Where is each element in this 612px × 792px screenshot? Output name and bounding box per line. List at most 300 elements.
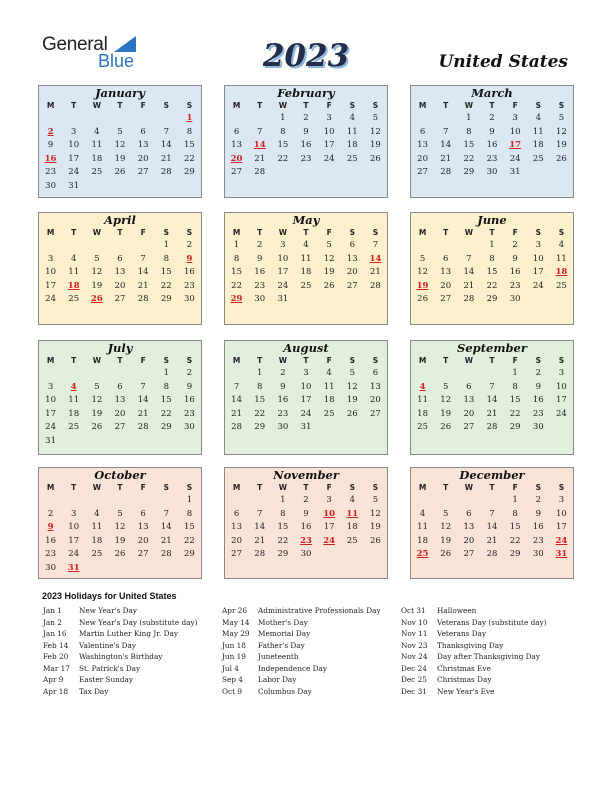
day-cell: 21 [160, 535, 172, 546]
weekday-label: S [372, 101, 379, 110]
weekday-label: T [443, 101, 449, 110]
day-cell: 2 [303, 113, 309, 123]
weekday-label: S [186, 483, 193, 492]
day-cell: 2 [186, 368, 193, 378]
week-row [39, 253, 201, 267]
month-title: November [273, 468, 339, 482]
day-cell: 22 [184, 535, 195, 546]
weekday-label: T [303, 101, 309, 110]
empty-day-cell [364, 421, 387, 435]
day-cell: 23 [300, 535, 312, 546]
day-cell: 14 [231, 395, 242, 406]
empty-day-cell [85, 112, 108, 126]
day-cell: 19 [416, 280, 429, 291]
weekday-label: M [418, 101, 427, 110]
month-title: June [477, 213, 507, 227]
day-cell: 24 [323, 535, 336, 546]
day-cell: 14 [463, 267, 475, 278]
holidays-column [43, 605, 198, 697]
day-cell: 18 [67, 280, 80, 291]
day-cell: 27 [440, 294, 452, 305]
month-title: August [283, 341, 329, 355]
weekday-label: S [186, 356, 193, 365]
weekday-label: F [512, 101, 518, 110]
empty-day-cell [39, 112, 62, 126]
weekday-header [225, 227, 387, 239]
day-cell: 14 [369, 253, 382, 264]
day-cell: 11 [556, 253, 567, 264]
weekday-header [39, 355, 201, 367]
empty-day-cell [132, 562, 155, 576]
holidays-column [222, 605, 381, 697]
empty-day-cell [155, 562, 178, 576]
day-cell: 30 [300, 549, 312, 560]
week-row [39, 293, 201, 307]
weekday-label: W [92, 483, 101, 492]
day-cell: 6 [233, 508, 240, 519]
empty-day-cell [62, 239, 85, 253]
day-cell: 21 [463, 280, 475, 291]
weekday-label: T [117, 356, 123, 365]
day-cell: 2 [512, 240, 518, 250]
day-cell: 29 [160, 422, 172, 433]
weekday-label: F [326, 483, 332, 492]
day-cell: 4 [70, 381, 77, 392]
day-cell: 27 [137, 167, 149, 178]
day-cell: 17 [45, 280, 56, 291]
day-cell: 10 [323, 508, 336, 519]
day-cell: 5 [117, 508, 123, 519]
holiday-date: Dec 31 [401, 686, 427, 696]
day-cell: 7 [257, 508, 263, 519]
day-cell: 29 [254, 422, 266, 433]
holiday-date: Oct 9 [222, 686, 242, 696]
day-cell: 25 [416, 549, 429, 560]
week-row [39, 494, 201, 508]
day-cell: 24 [556, 408, 567, 419]
day-cell: 12 [440, 395, 452, 406]
day-cell: 11 [346, 126, 358, 137]
holiday-date: Nov 23 [401, 640, 428, 650]
day-cell: 30 [184, 422, 195, 433]
day-cell: 2 [280, 368, 286, 378]
day-cell: 3 [280, 240, 286, 250]
day-cell: 28 [137, 422, 149, 433]
weekday-label: T [443, 228, 449, 237]
holiday-name: Halloween [437, 606, 477, 615]
day-cell: 16 [184, 267, 195, 278]
day-cell: 18 [417, 408, 428, 419]
weekday-label: S [535, 483, 541, 492]
weekday-label: T [257, 356, 263, 365]
holiday-row [401, 674, 547, 686]
day-cell: 2 [186, 240, 193, 250]
empty-day-cell [411, 112, 434, 126]
day-cell: 14 [440, 140, 452, 151]
empty-day-cell [434, 494, 457, 508]
day-cell: 9 [186, 253, 193, 264]
day-cell: 15 [509, 395, 521, 406]
holiday-name: Christmas Day [437, 675, 492, 684]
empty-day-cell [225, 494, 248, 508]
day-cell: 21 [486, 535, 498, 546]
day-cell: 16 [300, 522, 312, 533]
day-cell: 10 [45, 395, 56, 406]
day-cell: 14 [486, 522, 498, 533]
day-cell: 9 [280, 381, 286, 392]
weekday-label: M [46, 101, 55, 110]
weekday-label: W [464, 356, 473, 365]
day-cell: 14 [160, 140, 172, 151]
day-cell: 16 [532, 395, 544, 406]
weekday-label: M [418, 228, 427, 237]
empty-day-cell [248, 112, 271, 126]
empty-day-cell [364, 166, 387, 180]
holiday-name: Veterans Day [437, 629, 487, 638]
week-row [39, 408, 201, 422]
week-row [411, 535, 573, 549]
day-cell: 1 [233, 240, 240, 250]
day-cell: 21 [231, 408, 242, 419]
holiday-name: Veterans Day (substitute day) [437, 617, 547, 627]
weekday-label: S [558, 483, 565, 492]
day-cell: 5 [443, 508, 449, 519]
day-cell: 17 [532, 267, 544, 278]
day-cell: 3 [71, 508, 77, 519]
day-cell: 6 [466, 508, 472, 519]
day-cell: 12 [370, 126, 381, 137]
day-cell: 25 [346, 535, 358, 546]
day-cell: 25 [323, 408, 335, 419]
day-cell: 9 [512, 253, 518, 264]
year-title: 2023 [262, 38, 350, 74]
day-cell: 4 [535, 113, 541, 123]
day-cell: 19 [370, 140, 381, 151]
weekday-header [411, 482, 573, 494]
day-cell: 19 [440, 535, 452, 546]
holiday-date: Feb 14 [43, 640, 69, 650]
day-cell: 13 [114, 267, 126, 278]
empty-day-cell [108, 367, 131, 381]
empty-day-cell [108, 239, 131, 253]
day-cell: 18 [91, 535, 103, 546]
day-cell: 27 [231, 549, 242, 560]
day-cell: 19 [346, 395, 358, 406]
day-cell: 23 [184, 408, 195, 419]
empty-day-cell [178, 562, 201, 576]
day-cell: 17 [68, 535, 80, 546]
month-december [410, 467, 574, 579]
day-cell: 6 [117, 253, 123, 264]
day-cell: 31 [67, 562, 80, 573]
holiday-row [401, 617, 547, 629]
empty-day-cell [132, 180, 155, 194]
day-cell: 21 [254, 153, 266, 164]
holiday-name: Day after Thanksgiving Day [437, 652, 541, 661]
day-cell: 8 [280, 126, 286, 137]
day-cell: 20 [137, 153, 149, 164]
day-cell: 12 [556, 126, 567, 137]
holiday-name: Memorial Day [258, 629, 311, 638]
day-cell: 31 [509, 167, 521, 178]
day-cell: 27 [463, 422, 475, 433]
day-cell: 19 [114, 535, 126, 546]
day-cell: 8 [512, 381, 518, 392]
day-cell: 26 [114, 167, 126, 178]
day-cell: 4 [349, 495, 355, 505]
weekday-label: M [232, 101, 241, 110]
day-cell: 2 [535, 368, 541, 378]
day-cell: 24 [68, 549, 80, 560]
weekday-label: W [464, 228, 473, 237]
week-row [411, 266, 573, 280]
empty-day-cell [318, 166, 341, 180]
weekday-label: S [535, 356, 541, 365]
day-cell: 4 [349, 113, 355, 123]
day-cell: 26 [323, 280, 335, 291]
holiday-date: Apr 18 [43, 686, 69, 696]
day-cell: 8 [257, 381, 263, 392]
holiday-name: Easter Sunday [79, 675, 134, 684]
week-row [39, 435, 201, 449]
weekday-label: T [117, 101, 123, 110]
empty-day-cell [341, 166, 364, 180]
day-cell: 17 [556, 395, 567, 406]
week-row [39, 153, 201, 167]
week-row [39, 112, 201, 126]
day-cell: 2 [257, 240, 263, 250]
day-cell: 13 [114, 395, 126, 406]
day-cell: 3 [535, 240, 541, 250]
holiday-name: New Year's Day (substitute day) [79, 617, 198, 627]
empty-day-cell [155, 112, 178, 126]
day-cell: 28 [440, 167, 452, 178]
day-cell: 4 [419, 381, 426, 392]
day-cell: 3 [47, 381, 54, 392]
day-cell: 30 [45, 562, 56, 573]
day-cell: 17 [556, 522, 567, 533]
week-row [225, 280, 387, 294]
week-row [225, 394, 387, 408]
holiday-row [43, 663, 198, 675]
day-cell: 20 [114, 408, 126, 419]
day-cell: 8 [489, 253, 495, 264]
empty-day-cell [434, 239, 457, 253]
day-cell: 18 [91, 153, 103, 164]
empty-day-cell [85, 367, 108, 381]
week-row [411, 166, 573, 180]
holiday-name: Valentine's Day [79, 640, 136, 650]
day-cell: 18 [300, 267, 312, 278]
day-cell: 26 [91, 422, 103, 433]
day-cell: 18 [346, 522, 358, 533]
day-cell: 13 [440, 267, 452, 278]
weekday-label: S [558, 228, 565, 237]
day-cell: 19 [556, 140, 567, 151]
day-cell: 11 [417, 395, 428, 406]
day-cell: 23 [184, 280, 195, 291]
empty-day-cell [411, 367, 434, 381]
day-cell: 5 [94, 253, 100, 264]
week-row [225, 139, 387, 153]
day-cell: 21 [370, 267, 381, 278]
day-cell: 25 [68, 422, 80, 433]
weekday-label: M [232, 356, 241, 365]
day-cell: 29 [277, 549, 289, 560]
weekday-label: F [140, 101, 146, 110]
day-cell: 6 [233, 126, 240, 137]
day-cell: 5 [558, 113, 565, 123]
weekday-label: S [372, 483, 379, 492]
day-cell: 7 [489, 508, 495, 519]
weekday-label: M [418, 483, 427, 492]
day-cell: 29 [463, 167, 475, 178]
weekday-header [39, 482, 201, 494]
empty-day-cell [62, 435, 85, 449]
weekday-label: M [418, 356, 427, 365]
weekday-label: W [92, 101, 101, 110]
weekday-label: T [71, 356, 77, 365]
day-cell: 25 [91, 167, 103, 178]
weekday-label: S [163, 228, 169, 237]
day-cell: 2 [47, 508, 54, 519]
day-cell: 19 [91, 280, 103, 291]
empty-day-cell [85, 180, 108, 194]
day-cell: 25 [300, 280, 312, 291]
weekday-label: S [163, 483, 169, 492]
empty-day-cell [434, 112, 457, 126]
day-cell: 20 [463, 408, 475, 419]
day-cell: 23 [509, 280, 521, 291]
week-row [39, 139, 201, 153]
day-cell: 1 [512, 368, 518, 378]
weekday-header [225, 100, 387, 112]
day-cell: 16 [486, 140, 498, 151]
day-cell: 11 [68, 267, 80, 278]
day-cell: 3 [558, 495, 565, 505]
weekday-label: W [278, 101, 287, 110]
week-row [39, 381, 201, 395]
week-row [225, 253, 387, 267]
weekday-header [411, 100, 573, 112]
holiday-date: Nov 24 [401, 652, 428, 661]
day-cell: 17 [300, 395, 312, 406]
holiday-date: Oct 31 [401, 606, 426, 615]
day-cell: 9 [303, 126, 309, 137]
day-cell: 4 [419, 508, 426, 519]
holiday-row [222, 640, 381, 652]
empty-day-cell [178, 180, 201, 194]
holiday-date: Jan 1 [43, 606, 62, 615]
month-title: December [459, 468, 525, 482]
empty-day-cell [318, 293, 341, 307]
holiday-date: May 29 [222, 629, 250, 638]
empty-day-cell [155, 435, 178, 449]
day-cell: 3 [512, 113, 518, 123]
day-cell: 7 [233, 381, 240, 392]
week-row [225, 239, 387, 253]
day-cell: 16 [509, 267, 521, 278]
day-cell: 23 [486, 153, 498, 164]
day-cell: 27 [231, 167, 242, 178]
day-cell: 28 [254, 549, 266, 560]
day-cell: 10 [68, 140, 80, 151]
week-row [225, 153, 387, 167]
day-cell: 30 [509, 294, 521, 305]
week-row [225, 548, 387, 562]
logo-blue-text: Blue [98, 51, 135, 71]
empty-day-cell [62, 367, 85, 381]
weekday-label: F [140, 228, 146, 237]
day-cell: 12 [440, 522, 452, 533]
day-cell: 15 [184, 140, 195, 151]
day-cell: 6 [349, 240, 355, 250]
day-cell: 24 [509, 153, 521, 164]
day-cell: 6 [117, 381, 123, 392]
weekday-label: W [92, 356, 101, 365]
day-cell: 19 [114, 153, 126, 164]
weekday-label: T [257, 101, 263, 110]
week-row [411, 367, 573, 381]
empty-day-cell [225, 367, 248, 381]
month-november [224, 467, 388, 579]
day-cell: 13 [463, 522, 475, 533]
day-cell: 28 [137, 294, 149, 305]
day-cell: 6 [140, 126, 146, 137]
empty-day-cell [85, 562, 108, 576]
weekday-label: F [140, 483, 146, 492]
day-cell: 26 [370, 153, 381, 164]
week-row [411, 139, 573, 153]
week-row [411, 521, 573, 535]
day-cell: 29 [509, 549, 521, 560]
day-cell: 11 [91, 522, 103, 533]
day-cell: 12 [370, 508, 381, 519]
holiday-date: Jan 16 [43, 629, 67, 638]
week-row [39, 166, 201, 180]
day-cell: 29 [486, 294, 498, 305]
week-row [411, 548, 573, 562]
weekday-label: T [303, 356, 309, 365]
week-row [39, 521, 201, 535]
day-cell: 13 [346, 253, 358, 264]
week-row [39, 266, 201, 280]
day-cell: 16 [44, 153, 57, 164]
day-cell: 25 [532, 153, 544, 164]
weekday-label: T [489, 101, 495, 110]
weekday-label: T [71, 483, 77, 492]
empty-day-cell [132, 239, 155, 253]
empty-day-cell [85, 494, 108, 508]
weekday-label: T [443, 483, 449, 492]
week-row [411, 239, 573, 253]
holiday-row [43, 640, 198, 652]
day-cell: 27 [114, 422, 126, 433]
holiday-date: Jan 2 [43, 617, 62, 627]
holiday-name: Independence Day [258, 663, 327, 673]
empty-day-cell [480, 494, 503, 508]
day-cell: 4 [558, 240, 565, 250]
day-cell: 4 [71, 253, 77, 264]
day-cell: 5 [94, 381, 100, 392]
weekday-label: W [464, 483, 473, 492]
day-cell: 26 [440, 549, 452, 560]
day-cell: 20 [463, 535, 475, 546]
holiday-date: May 14 [222, 617, 250, 627]
day-cell: 23 [277, 408, 289, 419]
week-row [39, 508, 201, 522]
day-cell: 22 [486, 280, 498, 291]
